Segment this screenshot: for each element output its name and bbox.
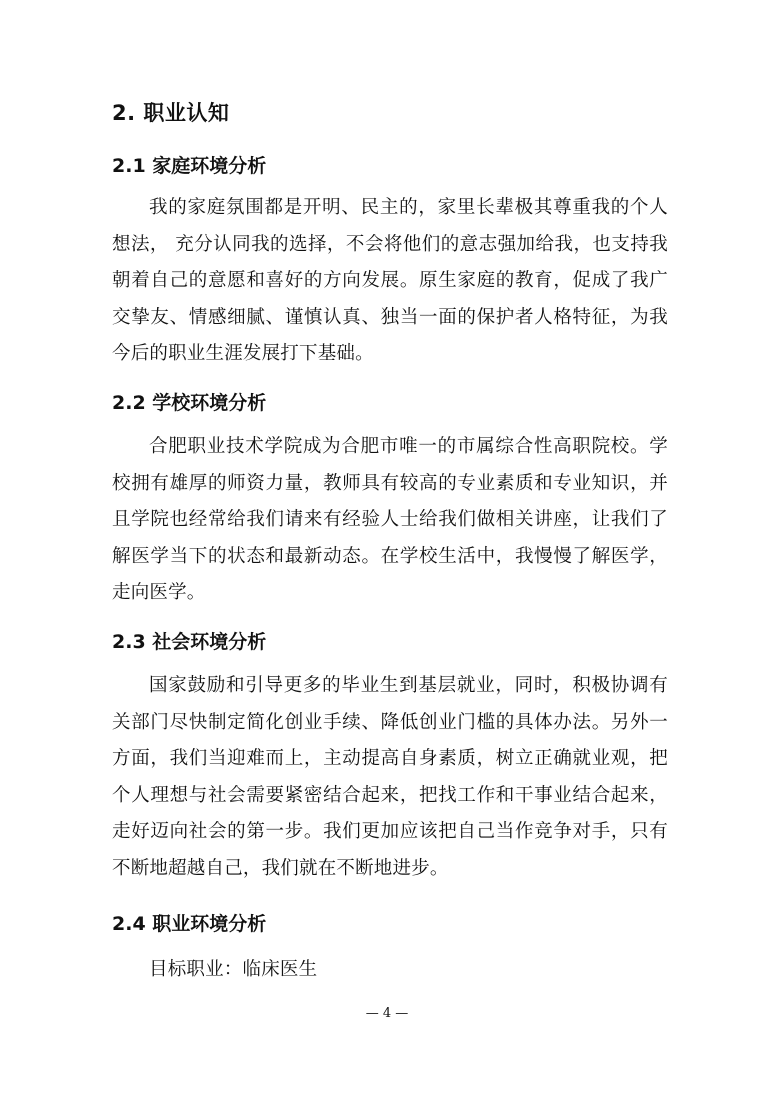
page-content (112, 92, 668, 988)
paragraph-school: 合肥职业技术学院成为合肥市唯一的市属综合性高职院校。学校拥有雄厚的师资力量，教师具有较高的专业素质和专业知识，并且学院也经常给我们请来有经验人士给我们做相关讲座，让我们了解医学当下的状态和最新动态。在学校生活中，我慢慢了解医学，走向医学。 (112, 435, 668, 604)
page-number: — 4 — (365, 1006, 409, 1021)
section-heading-society: 2.3 社会环境分析 (112, 630, 267, 653)
chapter-title: 2. 职业认知 (112, 101, 230, 125)
paragraph-career: 目标职业：临床医生 (149, 958, 318, 980)
section-heading-school: 2.2 学校环境分析 (112, 391, 267, 414)
paragraph-family: 我的家庭氛围都是开明、民主的，家里长辈极其尊重我的个人想法， 充分认同我的选择，不会将他们的意志强加给我，也支持我朝着自己的意愿和喜好的方向发展。原生家庭的教育，促成了我广交挚友、情感细腻、谨慎认真、独当一面的保护者人格特征，为我今后的职业生涯发展打下基础。 (112, 197, 668, 365)
section-heading-career: 2.4 职业环境分析 (112, 912, 267, 935)
paragraph-society: 国家鼓励和引导更多的毕业生到基层就业，同时，积极协调有关部门尽快制定简化创业手续、降低创业门槛的具体办法。另外一方面，我们当迎难而上，主动提高自身素质，树立正确就业观，把个人理想与社会需要紧密结合起来，把找工作和干事业结合起来，走好迈向社会的第一步。我们更加应该把自己当作竞争对手，只有不断地超越自己，我们就在不断地进步。 (112, 674, 668, 879)
section-heading-family: 2.1 家庭环境分析 (112, 155, 267, 177)
